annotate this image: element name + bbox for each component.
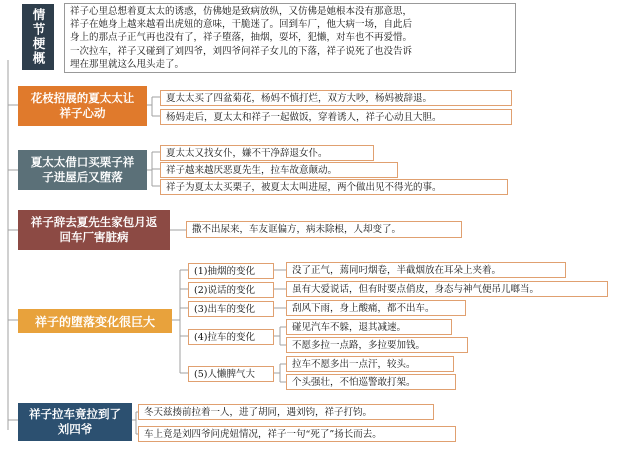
section2-note-2: 祥子越来越厌恶夏先生，拉车故意颠动。 — [160, 162, 398, 178]
section1-note-2: 杨妈走后，夏太太和祥子一起做饭，穿着诱人，祥子心动且大胆。 — [160, 109, 512, 125]
section-title-liu-siye: 祥子拉车竟拉到了刘四爷 — [18, 403, 132, 441]
change-label-speech: (2)说话的变化 — [188, 282, 274, 298]
section2-note-3: 祥子为夏太太买栗子，被夏太太叫进屋，两个做出见不得光的事。 — [160, 179, 508, 195]
change-label-going-out: (3)出车的变化 — [188, 301, 274, 317]
change-label-temper: (5)人懒脾气大 — [188, 366, 274, 382]
change-temper-note-1: 拉车不愿多出一点汗，较头。 — [286, 356, 454, 372]
change-label-pulling: (4)拉车的变化 — [188, 329, 274, 345]
change-label-smoking: (1)抽烟的变化 — [188, 263, 274, 279]
section3-note-1: 撒不出尿来，车友诓偏方，病未除根，人却变了。 — [186, 221, 462, 238]
section-title-illness: 祥子辞去夏先生家包月返回车厂害脏病 — [18, 210, 170, 250]
section-title-degeneration: 祥子的堕落变化很巨大 — [18, 309, 172, 333]
plot-summary-text: 祥子心里总想着夏太太的诱惑，仿佛她是致病放纵，又仿佛是她根本没有那意思， 祥子在她身上越来越看出虎妞的意味，干脆迷了。回到车厂，他大病一场，自此后 身上的那点子正气再也没有了，祥子堕落，抽烟，耍坏，犯懒，对车也不再爱惜。 一次拉车，祥子又碰到了刘四爷，刘四爷问祥子女儿的下落，祥子说死了也没告诉 埋在那里就这么甩头走了。 — [64, 3, 516, 73]
change-temper-note-2: 个头强壮，不怕巡警敢打架。 — [286, 374, 456, 390]
section-title-mrs-xia: 花枝招展的夏太太让祥子心动 — [18, 86, 147, 126]
section-title-chestnuts: 夏太太借口买栗子祥子进屋后又堕落 — [18, 150, 147, 190]
section5-note-1: 冬天兹揍前拉着一人，进了胡同，遇刘钧，祥子打钧。 — [138, 404, 434, 420]
change-speech-note: 虽有大爱说话，但有时要点俏皮，身态与神气便吊儿啷当。 — [286, 281, 608, 297]
change-going-out-note: 刮风下雨，身上酸痛，都不出车。 — [286, 300, 466, 316]
section2-note-1: 夏太太又找女仆，嫌不干净辞退女仆。 — [160, 145, 374, 161]
change-pulling-note-1: 碰见汽车不躲，退其减速。 — [286, 319, 452, 335]
change-smoking-note: 没了正气，蔫同叼烟卷，半截烟放在耳朵上夹着。 — [286, 262, 566, 278]
section5-note-2: 车上竟是刘四爷问虎妞情况，祥子一句“死了”扬长而去。 — [138, 426, 456, 442]
plot-summary-label: 情节梗概 — [22, 4, 54, 70]
change-pulling-note-2: 不愿多拉一点路，多拉要加钱。 — [286, 337, 468, 353]
section1-note-1: 夏太太买了四盆菊花，杨妈不慎打烂，双方大吵，杨妈被辞退。 — [160, 90, 512, 106]
